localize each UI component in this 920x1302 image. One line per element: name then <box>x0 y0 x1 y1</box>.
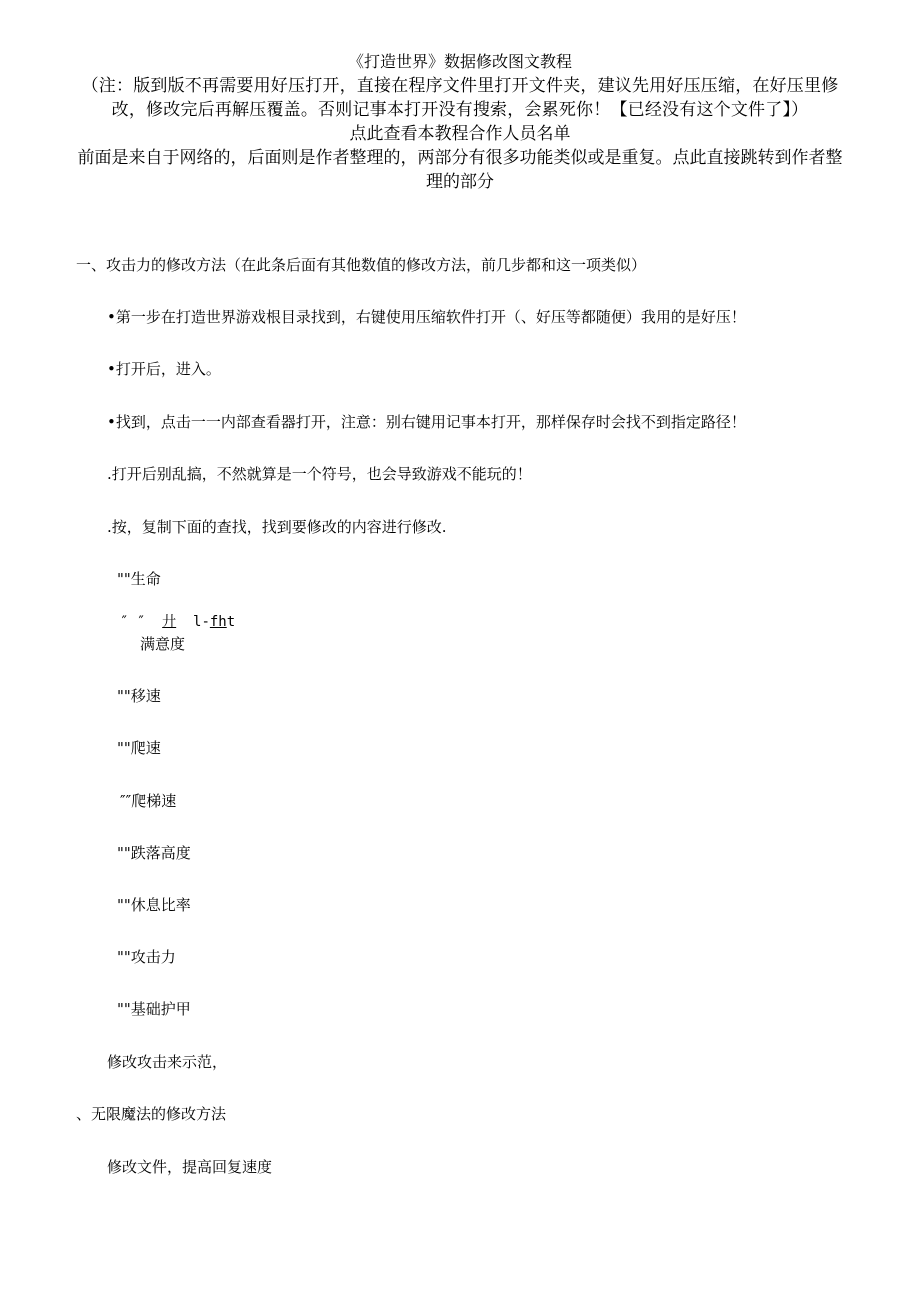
header-note: （注：版到版不再需要用好压打开，直接在程序文件里打开文件夹，建议先用好压压缩，在好压里修改，修改完后再解压覆盖。否则记事本打开没有搜索，会累死你！【已经没有这个文件了】） <box>81 76 839 120</box>
step-4: .打开后别乱搞，不然就算是一个符号，也会导致游戏不能玩的！ <box>107 465 532 483</box>
garbled-char-c: fh <box>209 614 227 630</box>
contributors-link[interactable]: 点此查看本教程合作人员名单 <box>349 124 571 144</box>
document-title: 《打造世界》数据修改图文教程 <box>347 52 572 71</box>
section2-text: 修改文件，提高回复速度 <box>107 1158 273 1176</box>
garbled-char-a: 廾 <box>162 614 177 630</box>
keyword-fall-height: ""跌落高度 <box>117 844 191 862</box>
step-5: .按，复制下面的查找，找到要修改的内容进行修改. <box>107 518 447 536</box>
keyword-ladder-speed: ″″爬梯速 <box>120 792 177 810</box>
keyword-climb-speed: ""爬速 <box>117 739 161 757</box>
document-header <box>70 50 850 194</box>
garbled-char-d: t <box>226 614 236 630</box>
intro-jump-link[interactable]: 前面是来自于网络的，后面则是作者整理的，两部分有很多功能类似或是重复。点此直接跳转到作者整理的部分 <box>77 148 843 192</box>
keyword-garbled <box>120 612 235 632</box>
section1-heading: 一、攻击力的修改方法（在此条后面有其他数值的修改方法，前几步都和这一项类似） <box>76 256 647 274</box>
section2-heading: 、无限魔法的修改方法 <box>76 1105 227 1123</box>
step-1: •第一步在打造世界游戏根目录找到，右键使用压缩软件打开（、好压等都随便）我用的是好压！ <box>107 308 746 326</box>
step-3: •找到，点击一一内部查看器打开，注意：别右键用记事本打开，那样保存时会找不到指定路径！ <box>107 413 746 431</box>
attack-example: 修改攻击来示范， <box>107 1053 228 1071</box>
keyword-rest-ratio: ""休息比率 <box>117 896 191 914</box>
keyword-satisfaction: 满意度 <box>140 635 186 653</box>
keyword-armor: ""基础护甲 <box>117 1000 191 1018</box>
keyword-move-speed: ""移速 <box>117 687 161 705</box>
step-2: •打开后，进入。 <box>107 360 221 378</box>
garbled-quotes: ″ ″ <box>120 614 146 630</box>
keyword-attack: ""攻击力 <box>117 948 176 966</box>
garbled-char-b: l- <box>193 614 210 630</box>
keyword-life: ""生命 <box>117 570 161 588</box>
